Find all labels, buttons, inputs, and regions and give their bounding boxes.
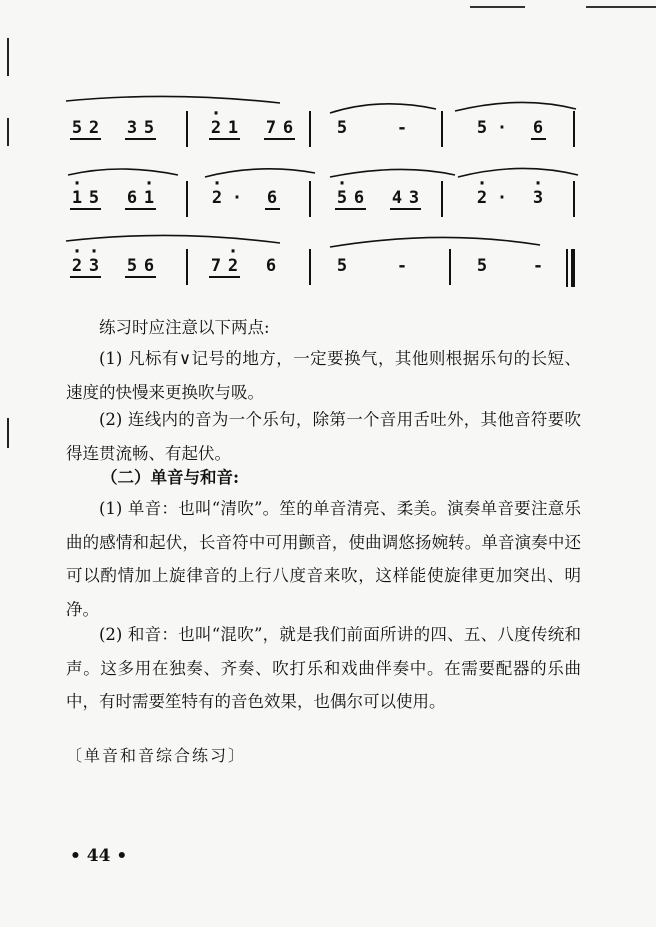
paragraph-4: (2) 和音：也叫“混吹”，就是我们前面所讲的四、五、八度传统和声。这多用在独奏、齐奏、吹打乐和戏曲伴奏中。在需要配器的乐曲中，有时需要笙特有的音色效果，也偶尔可以使用。	[66, 625, 581, 711]
barline	[186, 249, 188, 285]
note: -	[532, 256, 544, 276]
underline	[125, 208, 156, 210]
note: 6	[532, 118, 544, 138]
note: 3	[126, 118, 138, 138]
margin-mark	[7, 418, 9, 448]
section-heading: （二）单音与和音:	[101, 468, 240, 487]
barline	[441, 111, 443, 147]
note: 7	[265, 118, 277, 138]
note: 5	[88, 188, 100, 208]
barline	[441, 181, 443, 217]
note: 5	[476, 118, 488, 138]
underline	[264, 138, 295, 140]
note: 1	[227, 118, 239, 138]
underline	[209, 138, 240, 140]
underline	[390, 208, 421, 210]
margin-mark	[7, 38, 9, 76]
exercise-title: 〔单音和音综合练习〕	[66, 746, 247, 765]
note: · 2	[226, 256, 240, 276]
barline	[309, 249, 311, 285]
note: · 3	[87, 256, 101, 276]
score-row-1	[0, 95, 656, 155]
note: -	[396, 118, 408, 138]
barline	[449, 249, 451, 285]
note: 6	[282, 118, 294, 138]
note: · 2	[209, 118, 223, 138]
note: 5	[476, 256, 488, 276]
note: 7	[210, 256, 222, 276]
note: 4	[391, 188, 403, 208]
note: · 3	[531, 188, 545, 208]
underline	[70, 276, 101, 278]
score-row-2	[0, 165, 656, 225]
note: · 1	[142, 188, 156, 208]
barline	[309, 181, 311, 217]
score-row-3	[0, 233, 656, 293]
note: · 2	[70, 256, 84, 276]
note: 5	[71, 118, 83, 138]
note: 5	[336, 256, 348, 276]
page-number: • 44 •	[70, 846, 128, 866]
note: · 5	[335, 188, 349, 208]
note: ·	[496, 188, 508, 208]
note: · 2	[475, 188, 489, 208]
paragraph-1: (1) 凡标有∨记号的地方，一定要换气，其他则根据乐句的长短、速度的快慢来更换吹与吸。	[66, 349, 581, 402]
paragraph-2: (2) 连线内的音为一个乐句，除第一个音用舌吐外，其他音符要吹得连贯流畅、有起伏。	[66, 410, 581, 463]
underline	[209, 276, 240, 278]
underline	[531, 138, 546, 140]
paragraph-3: (1) 单音：也叫“清吹”。笙的单音清亮、柔美。演奏单音要注意乐曲的感情和起伏，长音符中可用颤音，使曲调悠扬婉转。单音演奏中还可以酌情加上旋律音的上行八度音来吹，这样能使旋律更加突出、明净。	[66, 499, 581, 619]
underline	[265, 208, 280, 210]
final-barline-thin	[566, 249, 568, 287]
note: 6	[266, 188, 278, 208]
note: 6	[126, 188, 138, 208]
note: ·	[496, 118, 508, 138]
note: 6	[265, 256, 277, 276]
top-rule	[586, 6, 656, 8]
intro-text: 练习时应注意以下两点:	[99, 318, 270, 337]
note: · 1	[70, 188, 84, 208]
note: 5	[336, 118, 348, 138]
underline	[335, 208, 366, 210]
final-barline-thick	[571, 249, 575, 287]
note: 5	[126, 256, 138, 276]
note: 3	[408, 188, 420, 208]
note: · 2	[210, 188, 224, 208]
note: ·	[231, 188, 243, 208]
barline	[186, 111, 188, 147]
underline	[125, 276, 156, 278]
note: 2	[88, 118, 100, 138]
underline	[125, 138, 156, 140]
note: 5	[143, 118, 155, 138]
note: 6	[143, 256, 155, 276]
note: -	[396, 256, 408, 276]
note: 6	[353, 188, 365, 208]
barline	[573, 181, 575, 217]
barline	[309, 111, 311, 147]
top-rule	[470, 6, 525, 8]
barline	[186, 181, 188, 217]
underline	[70, 208, 101, 210]
underline	[70, 138, 101, 140]
barline	[573, 111, 575, 147]
